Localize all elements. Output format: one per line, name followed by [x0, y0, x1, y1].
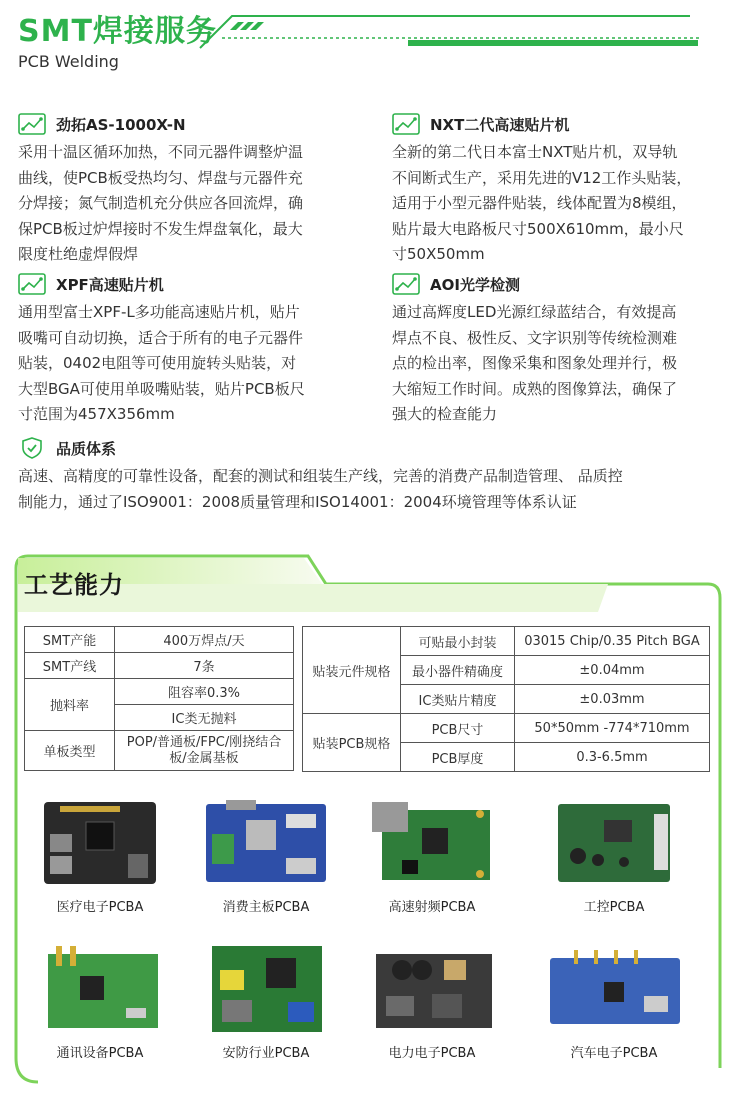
circuit-icon — [392, 113, 420, 135]
pcba-label: 工控PCBA — [583, 900, 645, 915]
feature-xpf — [18, 270, 358, 428]
feature-aoi — [392, 270, 732, 428]
pcb-board-image — [30, 794, 170, 890]
feature-title: XPF高速贴片机 — [56, 275, 164, 294]
feature-quality — [18, 434, 728, 515]
cell-value: ±0.03mm — [515, 685, 710, 714]
pcba-label: 消费主板PCBA — [222, 900, 310, 915]
cell-value: ±0.04mm — [515, 656, 710, 685]
pcba-label: 医疗电子PCBA — [56, 900, 144, 915]
feature-description: 通用型富士XPF-L多功能高速贴片机，贴片 吸嘴可自动切换，适合于所有的电子元器件 贴装，0402电阻等可使用旋转头贴装，对 大型BGA可使用单吸嘴贴装，贴片PCB板尺 寸范围为457X356mm — [18, 303, 305, 423]
pcba-label: 通讯设备PCBA — [56, 1046, 144, 1061]
cell-value: POP/普通板/FPC/刚挠结合 板/金属基板 — [115, 731, 294, 771]
capacity-table — [24, 626, 294, 771]
cell-value: IC类无抛料 — [115, 705, 294, 731]
cell-value: 阻容率0.3% — [115, 679, 294, 705]
pcba-security — [186, 940, 346, 1061]
cell-value: 7条 — [115, 653, 294, 679]
cell-value: 0.3-6.5mm — [515, 743, 710, 772]
feature-description: 全新的第二代日本富士NXT贴片机，双导轨 不间断式生产，采用先进的V12工作头贴装， 适用于小型元器件贴装，线体配置为8模组， 贴片最大电路板尺寸500X610mm，最小尺 寸50X50mm — [392, 143, 692, 263]
pcba-label: 汽车电子PCBA — [570, 1046, 658, 1061]
feature-description: 高速、高精度的可靠性设备，配套的测试和组装生产线，完善的消费产品制造管理、 品质控 制能力，通过了ISO9001：2008质量管理和ISO14001：2004环境管理等体系认证 — [18, 467, 623, 511]
pcba-label: 高速射频PCBA — [388, 900, 476, 915]
pcb-board-image — [196, 794, 336, 890]
feature-title: AOI光学检测 — [430, 275, 520, 294]
page-subtitle: PCB Welding — [18, 52, 119, 71]
pcb-board-image — [544, 794, 684, 890]
cell-value: 50*50mm -774*710mm — [515, 714, 710, 743]
circuit-icon — [18, 113, 46, 135]
circuit-icon — [18, 273, 46, 295]
circuit-icon — [392, 273, 420, 295]
feature-title: 品质体系 — [56, 439, 117, 458]
mounting-spec-table — [302, 626, 710, 772]
feature-nxt — [392, 110, 732, 268]
pcb-board-image — [196, 940, 336, 1036]
cell-value: 400万焊点/天 — [115, 627, 294, 653]
pcba-label: 安防行业PCBA — [222, 1046, 310, 1061]
shield-check-icon — [18, 437, 46, 459]
pcba-industrial — [534, 794, 694, 915]
page-title: SMT焊接服务 — [18, 14, 217, 49]
cell-label: 最小器件精确度 — [401, 656, 515, 685]
cell-value: 03015 Chip/0.35 Pitch BGA — [515, 627, 710, 656]
pcba-telecom — [20, 940, 180, 1061]
pcba-consumer — [186, 794, 346, 915]
cell-label: PCB尺寸 — [401, 714, 515, 743]
cell-label: 抛料率 — [25, 679, 115, 731]
feature-title: NXT二代高速贴片机 — [430, 115, 570, 134]
pcba-label: 电力电子PCBA — [388, 1046, 476, 1061]
cell-label: 贴装PCB规格 — [303, 714, 401, 772]
pcba-power — [352, 940, 512, 1061]
cell-label: IC类贴片精度 — [401, 685, 515, 714]
pcb-board-image — [362, 940, 502, 1036]
feature-title: 劲拓AS-1000X-N — [56, 115, 186, 134]
pcba-rf — [352, 794, 512, 915]
pcb-board-image — [362, 794, 502, 890]
cell-label: 可贴最小封装 — [401, 627, 515, 656]
cell-label: SMT产能 — [25, 627, 115, 653]
cell-label: 贴装元件规格 — [303, 627, 401, 714]
pcba-automotive — [534, 940, 694, 1061]
pcba-medical — [20, 794, 180, 915]
cell-label: PCB厚度 — [401, 743, 515, 772]
process-title: 工艺能力 — [24, 571, 124, 599]
feature-description: 通过高辉度LED光源红绿蓝结合，有效提高 焊点不良、极性反、文字识别等传统检测难 点的检出率，图像采集和图象处理并行，极 大缩短工作时间。成熟的图像算法，确保了 强大的检查能力 — [392, 303, 678, 423]
cell-label: SMT产线 — [25, 653, 115, 679]
pcb-board-image — [30, 940, 170, 1036]
feature-as1000xn — [18, 110, 358, 268]
pcb-board-image — [544, 940, 684, 1036]
feature-description: 采用十温区循环加热，不同元器件调整炉温 曲线，使PCB板受热均匀、焊盘与元器件充 分焊接；氮气制造机充分供应各回流焊，确 保PCB板过炉焊接时不发生焊盘氧化，最大 限度杜绝虚焊假焊 — [18, 143, 304, 263]
cell-label: 单板类型 — [25, 731, 115, 771]
